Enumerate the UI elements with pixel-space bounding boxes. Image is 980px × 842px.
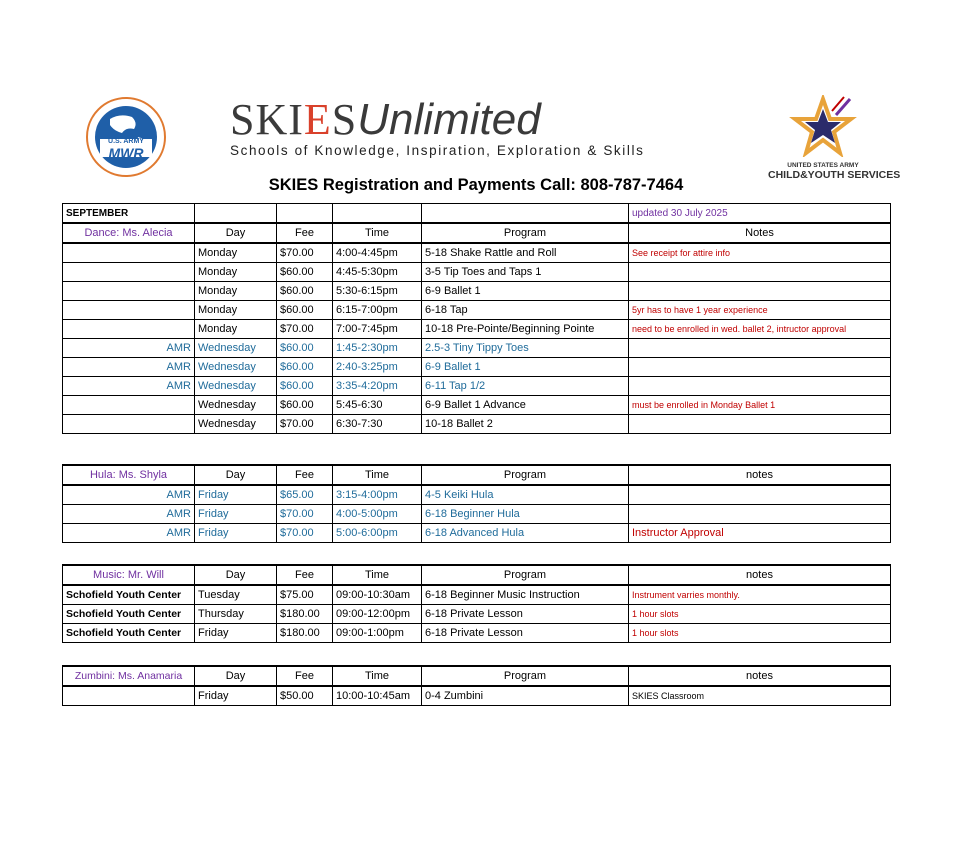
header-program: Program [422, 666, 629, 686]
hula-table [62, 464, 891, 543]
cys-line2: CHILD&YOUTH SERVICES [768, 169, 901, 181]
header-notes: Notes [629, 223, 891, 243]
table-row: Monday $70.00 7:00-7:45pm 10-18 Pre-Pointe/Beginning Pointe need to be enrolled in wed. ballet 2, intructor approval [63, 320, 891, 339]
skies-logo-part4: Unlimited [357, 95, 541, 144]
table-row: Monday $60.00 6:15-7:00pm 6-18 Tap 5yr has to have 1 year experience [63, 301, 891, 320]
header-time: Time [333, 666, 422, 686]
skies-tagline: Schools of Knowledge, Inspiration, Exploration & Skills [230, 143, 645, 158]
header-fee: Fee [277, 465, 333, 485]
table-row: Schofield Youth Center Tuesday $75.00 09:00-10:30am 6-18 Beginner Music Instruction Instrument varries monthly. [63, 585, 891, 605]
skies-logo-part2: E [303, 95, 332, 144]
header-program: Program [422, 223, 629, 243]
table-row: AMR Friday $70.00 4:00-5:00pm 6-18 Beginner Hula [63, 505, 891, 524]
header-day: Day [195, 666, 277, 686]
table-row: Monday $70.00 4:00-4:45pm 5-18 Shake Rattle and Roll See receipt for attire info [63, 243, 891, 263]
music-instructor: Music: Mr. Will [63, 565, 195, 585]
table-row: AMR Friday $70.00 5:00-6:00pm 6-18 Advanced Hula Instructor Approval [63, 524, 891, 543]
header-notes: notes [629, 565, 891, 585]
table-row: Schofield Youth Center Thursday $180.00 09:00-12:00pm 6-18 Private Lesson 1 hour slots [63, 605, 891, 624]
zumbini-header-row [63, 666, 891, 686]
mwr-acronym: MWR [108, 145, 144, 161]
header-notes: notes [629, 465, 891, 485]
cys-line1: UNITED STATES ARMY [787, 162, 859, 169]
table-row: AMR Wednesday $60.00 2:40-3:25pm 6-9 Ballet 1 [63, 358, 891, 377]
header-day: Day [195, 565, 277, 585]
music-table [62, 564, 891, 643]
skies-logo-part3: S [331, 95, 358, 144]
zumbini-instructor: Zumbini: Ms. Anamaria [63, 666, 195, 686]
music-header-row [63, 565, 891, 585]
cys-logo [768, 95, 901, 183]
header-day: Day [195, 223, 277, 243]
table-row: Friday $50.00 10:00-10:45am 0-4 Zumbini SKIES Classroom [63, 686, 891, 706]
zumbini-table [62, 665, 891, 706]
table-row: Monday $60.00 4:45-5:30pm 3-5 Tip Toes and Taps 1 [63, 263, 891, 282]
header-day: Day [195, 465, 277, 485]
hula-header-row [63, 465, 891, 485]
table-row: AMR Friday $65.00 3:15-4:00pm 4-5 Keiki Hula [63, 485, 891, 505]
table-row: Wednesday $60.00 5:45-6:30 6-9 Ballet 1 Advance must be enrolled in Monday Ballet 1 [63, 396, 891, 415]
header-time: Time [333, 465, 422, 485]
header-fee: Fee [277, 666, 333, 686]
table-row: Wednesday $70.00 6:30-7:30 10-18 Ballet 2 [63, 415, 891, 434]
dance-table [62, 203, 891, 434]
header-program: Program [422, 465, 629, 485]
mwr-logo [80, 97, 172, 179]
star-icon [788, 95, 858, 157]
mwr-top-text: U.S. ARMY [108, 138, 144, 145]
top-row [63, 204, 891, 224]
skies-unlimited-logo [230, 95, 700, 160]
page-title: SKIES Registration and Payments Call: 808-787-7464 [268, 176, 684, 194]
dance-header-row [63, 223, 891, 243]
header-program: Program [422, 565, 629, 585]
header-time: Time [333, 565, 422, 585]
header-notes: notes [629, 666, 891, 686]
month-label: SEPTEMBER [63, 204, 195, 224]
table-row: AMR Wednesday $60.00 3:35-4:20pm 6-11 Tap 1/2 [63, 377, 891, 396]
hula-instructor: Hula: Ms. Shyla [63, 465, 195, 485]
skies-logo-part1: SKI [230, 95, 304, 144]
table-row: Monday $60.00 5:30-6:15pm 6-9 Ballet 1 [63, 282, 891, 301]
table-row: Schofield Youth Center Friday $180.00 09:00-1:00pm 6-18 Private Lesson 1 hour slots [63, 624, 891, 643]
dance-instructor: Dance: Ms. Alecia [63, 223, 195, 243]
header-fee: Fee [277, 223, 333, 243]
updated-label: updated 30 July 2025 [629, 204, 891, 224]
header-fee: Fee [277, 565, 333, 585]
table-row: AMR Wednesday $60.00 1:45-2:30pm 2.5-3 Tiny Tippy Toes [63, 339, 891, 358]
header-time: Time [333, 223, 422, 243]
